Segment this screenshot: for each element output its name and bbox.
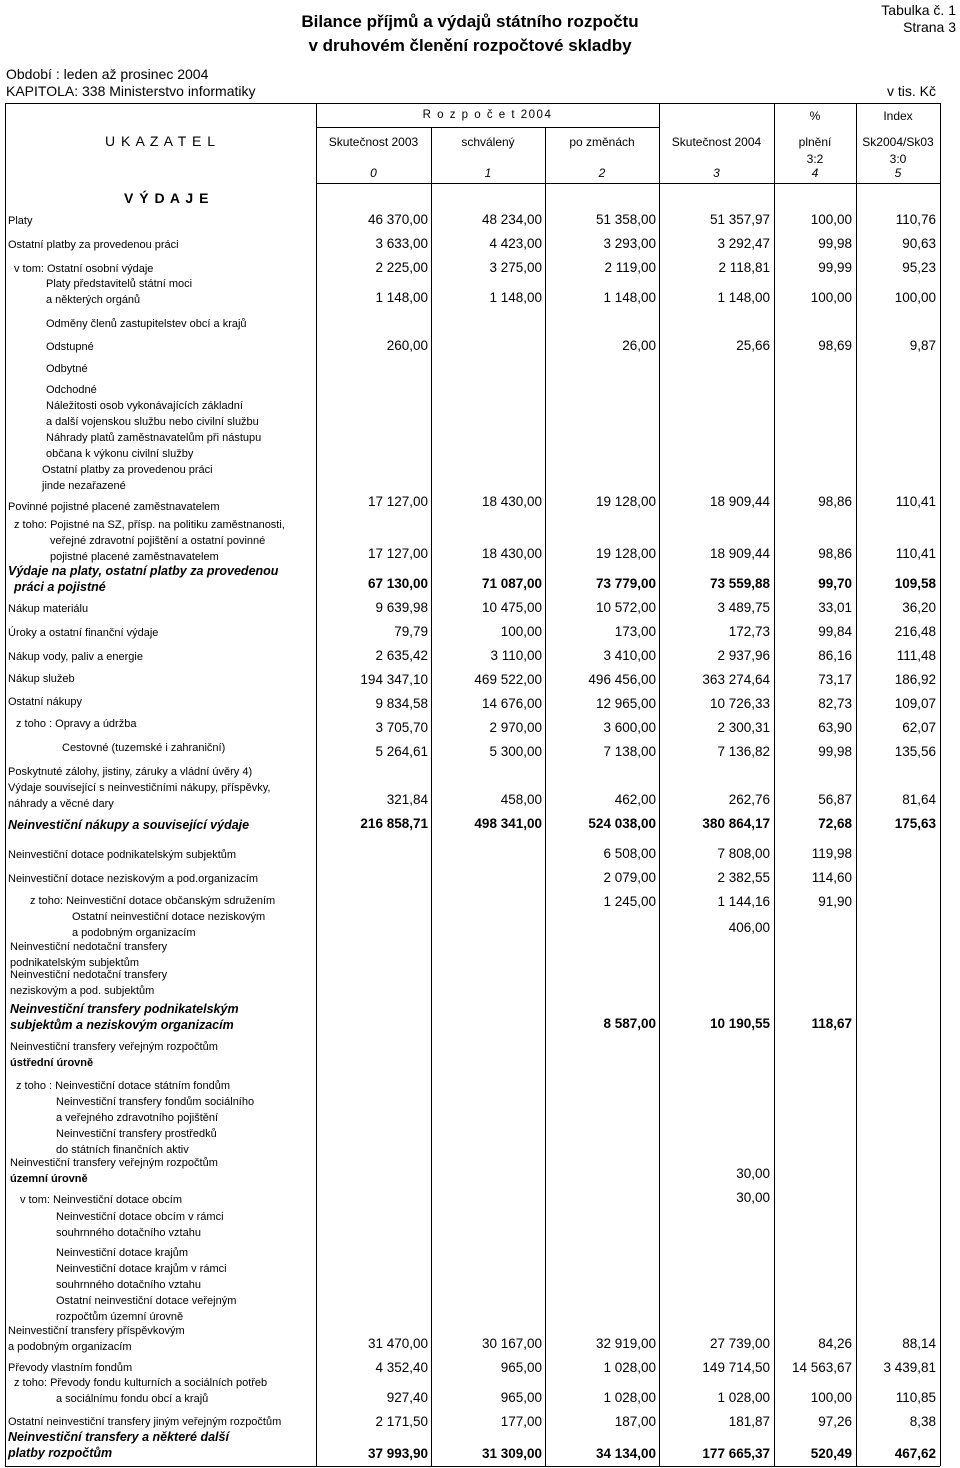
cell-value: 71 087,00 — [481, 576, 542, 591]
row-label: a některých orgánů — [46, 294, 141, 306]
col-5-number: 5 — [894, 166, 902, 180]
cell-value: 62,07 — [902, 720, 936, 735]
cell-value: 4 423,00 — [489, 236, 542, 251]
cell-value: 109,07 — [894, 696, 936, 711]
cell-value: 3 439,81 — [883, 1360, 936, 1375]
cell-value: 2 382,55 — [717, 870, 770, 885]
pct-header: % — [809, 109, 821, 123]
cell-value: 51 357,97 — [709, 212, 770, 227]
row-label: Odbytné — [46, 363, 88, 375]
cell-value: 81,64 — [902, 792, 936, 807]
cell-value: 98,86 — [818, 494, 852, 509]
section-heading: V Ý D A J E — [124, 190, 210, 206]
cell-value: 3 600,00 — [603, 720, 656, 735]
cell-value: 3 275,00 — [489, 260, 542, 275]
row-label: a podobným organizacím — [8, 1341, 132, 1353]
cell-value: 84,26 — [818, 1336, 852, 1351]
cell-value: 10 726,33 — [709, 696, 770, 711]
index-header: Index — [883, 109, 913, 123]
row-label: z toho: Pojistné na SZ, přísp. na politiku zaměstnanosti, — [14, 519, 285, 531]
cell-value: 5 264,61 — [375, 744, 428, 759]
cell-value: 99,98 — [818, 236, 852, 251]
cell-value: 458,00 — [500, 792, 542, 807]
row-label: Výdaje související s neinvestičními nákupy, příspěvky, — [8, 782, 271, 794]
cell-value: 46 370,00 — [367, 212, 428, 227]
row-label: a další vojenskou službu nebo civilní službu — [46, 416, 259, 428]
cell-value: 172,73 — [728, 624, 770, 639]
row-label: Neinvestiční dotace neziskovým a pod.organizacím — [8, 873, 259, 885]
col-5-ratio: 3:0 — [889, 152, 907, 166]
cell-value: 927,40 — [386, 1390, 428, 1405]
cell-value: 7 138,00 — [603, 744, 656, 759]
cell-value: 98,69 — [818, 338, 852, 353]
row-label: Neinvestiční nedotační transfery — [10, 941, 168, 953]
row-label: a sociálnímu fondu obcí a krajů — [56, 1393, 209, 1405]
cell-value: 114,60 — [811, 870, 852, 885]
col-3-header: Skutečnost 2004 — [671, 135, 762, 149]
cell-value: 2 079,00 — [603, 870, 656, 885]
cell-value: 965,00 — [500, 1360, 542, 1375]
row-label: Ostatní platby za provedenou práci — [42, 464, 213, 476]
col-2-header: po změnách — [569, 135, 635, 149]
cell-value: 2 171,50 — [375, 1414, 428, 1429]
cell-value: 175,63 — [894, 816, 936, 831]
row-label: do státních finančních aktiv — [56, 1144, 189, 1156]
cell-value: 73,17 — [818, 672, 852, 687]
report-title: Bilance příjmů a výdajů státního rozpočtu — [301, 12, 639, 31]
cell-value: 33,01 — [818, 600, 852, 615]
row-label: Neinvestiční transfery a některé další — [8, 1430, 229, 1444]
cell-value: 1 148,00 — [603, 290, 656, 305]
cell-value: 99,84 — [818, 624, 852, 639]
row-label: rozpočtům územní úrovně — [56, 1311, 184, 1323]
row-label: Platy představitelů státní moci — [46, 278, 193, 290]
indicator-header: U K A Z A T E L — [105, 133, 216, 149]
cell-value: 99,70 — [818, 576, 852, 591]
cell-value: 99,99 — [818, 260, 852, 275]
row-label: práci a pojistné — [14, 580, 106, 594]
cell-value: 30 167,00 — [481, 1336, 542, 1351]
col-3-number: 3 — [713, 166, 720, 180]
cell-value: 95,23 — [902, 260, 936, 275]
cell-value: 73 779,00 — [595, 576, 656, 591]
cell-value: 10 475,00 — [481, 600, 542, 615]
col-1-number: 1 — [484, 166, 492, 180]
cell-value: 173,00 — [614, 624, 656, 639]
cell-value: 1 028,00 — [717, 1390, 770, 1405]
row-label: z toho : Opravy a údržba — [16, 718, 137, 730]
cell-value: 216 858,71 — [360, 816, 428, 831]
cell-value: 1 148,00 — [489, 290, 542, 305]
row-label: a podobným organizacím — [72, 927, 196, 939]
cell-value: 1 028,00 — [603, 1390, 656, 1405]
row-label: Ostatní nákupy — [8, 696, 82, 708]
col-2-number: 2 — [598, 166, 606, 180]
cell-value: 72,68 — [818, 816, 852, 831]
budget-group-header: R o z p o č e t 2004 — [422, 109, 553, 121]
cell-value: 3 489,75 — [717, 600, 770, 615]
cell-value: 5 300,00 — [489, 744, 542, 759]
row-label: Nákup materiálu — [8, 603, 89, 615]
cell-value: 2 118,81 — [718, 260, 770, 275]
col-0-header: Skutečnost 2003 — [328, 135, 419, 149]
cell-value: 520,49 — [810, 1446, 852, 1461]
cell-value: 27 739,00 — [709, 1336, 770, 1351]
cell-value: 149 714,50 — [702, 1360, 770, 1375]
cell-value: 4 352,40 — [375, 1360, 428, 1375]
cell-value: 2 119,00 — [604, 260, 656, 275]
period: Období : leden až prosinec 2004 — [6, 66, 209, 82]
row-label: Poskytnuté zálohy, jistiny, záruky a vládní úvěry 4) — [8, 766, 253, 778]
col-4-number: 4 — [811, 166, 819, 180]
cell-value: 118,67 — [811, 1016, 852, 1031]
cell-value: 10 190,55 — [709, 1016, 770, 1031]
cell-value: 25,66 — [736, 338, 770, 353]
cell-value: 86,16 — [818, 648, 852, 663]
cell-value: 498 341,00 — [474, 816, 542, 831]
row-label: Neinvestiční transfery veřejným rozpočtům — [10, 1157, 218, 1169]
row-label: Platy — [8, 215, 33, 227]
cell-value: 99,98 — [818, 744, 852, 759]
row-label: podnikatelským subjektům — [10, 957, 140, 969]
row-label: ústřední úrovně — [10, 1057, 94, 1069]
cell-value: 51 358,00 — [595, 212, 656, 227]
cell-value: 67 130,00 — [367, 576, 428, 591]
cell-value: 262,76 — [728, 792, 770, 807]
row-label: pojistné placené zaměstnavatelem — [50, 551, 219, 563]
cell-value: 31 470,00 — [367, 1336, 428, 1351]
row-label: Neinvestiční transfery prostředků — [56, 1128, 217, 1140]
cell-value: 380 864,17 — [702, 816, 770, 831]
cell-value: 462,00 — [614, 792, 656, 807]
row-label: Neinvestiční transfery podnikatelským — [10, 1002, 239, 1016]
row-label: Odměny členů zastupitelstev obcí a krajů — [46, 318, 247, 330]
row-label: Neinvestiční dotace podnikatelským subjektům — [8, 849, 237, 861]
cell-value: 88,14 — [902, 1336, 936, 1351]
cell-value: 63,90 — [818, 720, 852, 735]
cell-value: 363 274,64 — [702, 672, 770, 687]
row-label: subjektům a neziskovým organizacím — [10, 1018, 234, 1032]
chapter: KAPITOLA: 338 Ministerstvo informatiky — [6, 83, 256, 99]
cell-value: 8,38 — [909, 1414, 936, 1429]
row-label: a veřejného zdravotního pojištění — [56, 1112, 219, 1124]
row-label: Ostatní neinvestiční dotace neziskovým — [72, 911, 266, 923]
row-label: Neinvestiční transfery veřejným rozpočtům — [10, 1041, 218, 1053]
cell-value: 17 127,00 — [367, 494, 428, 509]
row-label: Odchodné — [46, 384, 97, 396]
cell-value: 19 128,00 — [595, 546, 656, 561]
row-label: Úroky a ostatní finanční výdaje — [8, 627, 159, 639]
cell-value: 110,41 — [895, 546, 936, 561]
row-label: platby rozpočtům — [8, 1446, 113, 1460]
cell-value: 12 965,00 — [595, 696, 656, 711]
row-label: územní úrovně — [10, 1173, 88, 1185]
cell-value: 100,00 — [894, 290, 936, 305]
cell-value: 82,73 — [818, 696, 852, 711]
cell-value: 1 028,00 — [603, 1360, 656, 1375]
cell-value: 181,87 — [728, 1414, 770, 1429]
cell-value: 90,63 — [902, 236, 936, 251]
row-label: Cestovné (tuzemské i zahraniční) — [62, 742, 226, 754]
cell-value: 135,56 — [894, 744, 936, 759]
row-label: Neinvestiční transfery fondům sociálního — [56, 1096, 255, 1108]
col-4-ratio: 3:2 — [806, 152, 824, 166]
cell-value: 100,00 — [810, 290, 852, 305]
cell-value: 2 300,31 — [717, 720, 770, 735]
row-label: Odstupné — [46, 341, 94, 353]
cell-value: 18 430,00 — [481, 546, 542, 561]
cell-value: 79,79 — [394, 624, 428, 639]
cell-value: 965,00 — [500, 1390, 542, 1405]
row-label: Neinvestiční dotace krajům v rámci — [56, 1263, 227, 1275]
row-label: Náhrady platů zaměstnavatelům při nástupu — [46, 432, 262, 444]
row-label: neziskovým a pod. subjektům — [10, 985, 155, 997]
cell-value: 3 633,00 — [375, 236, 428, 251]
row-label: z toho: Převody fondu kulturních a sociálních potřeb — [14, 1377, 268, 1389]
cell-value: 73 559,88 — [709, 576, 770, 591]
cell-value: 9 834,58 — [375, 696, 428, 711]
cell-value: 177 665,37 — [702, 1446, 770, 1461]
row-label: v tom: Ostatní osobní výdaje — [14, 263, 154, 275]
row-label: Převody vlastním fondům — [8, 1362, 133, 1374]
cell-value: 119,98 — [811, 846, 852, 861]
cell-value: 98,86 — [818, 546, 852, 561]
row-label: z toho : Neinvestiční dotace státním fondům — [16, 1080, 231, 1092]
row-label: jinde nezařazené — [42, 480, 126, 492]
cell-value: 469 522,00 — [474, 672, 542, 687]
cell-value: 110,41 — [895, 494, 936, 509]
cell-value: 187,00 — [614, 1414, 656, 1429]
cell-value: 32 919,00 — [595, 1336, 656, 1351]
cell-value: 17 127,00 — [367, 546, 428, 561]
cell-value: 2 970,00 — [489, 720, 542, 735]
page-number: Strana 3 — [903, 19, 956, 35]
col-0-number: 0 — [370, 166, 377, 180]
cell-value: 91,90 — [818, 894, 852, 909]
cell-value: 3 293,00 — [603, 236, 656, 251]
cell-value: 30,00 — [736, 1190, 770, 1205]
col-5-header: Sk2004/Sk03 — [862, 135, 934, 149]
cell-value: 109,58 — [894, 576, 936, 591]
cell-value: 216,48 — [894, 624, 936, 639]
table-number: Tabulka č. 1 — [881, 2, 956, 18]
row-label: Výdaje na platy, ostatní platby za provedenou — [8, 564, 279, 578]
row-label: veřejné zdravotní pojištění a ostatní povinné — [50, 535, 266, 547]
cell-value: 18 909,44 — [709, 546, 770, 561]
cell-value: 7 136,82 — [717, 744, 770, 759]
cell-value: 110,76 — [895, 212, 936, 227]
cell-value: 10 572,00 — [595, 600, 656, 615]
cell-value: 177,00 — [500, 1414, 542, 1429]
row-label: Ostatní neinvestiční dotace veřejným — [56, 1295, 237, 1307]
cell-value: 1 144,16 — [717, 894, 770, 909]
cell-value: 1 148,00 — [717, 290, 770, 305]
cell-value: 3 110,00 — [490, 648, 542, 663]
cell-value: 31 309,00 — [481, 1446, 542, 1461]
row-label: Neinvestiční dotace obcím v rámci — [56, 1211, 224, 1223]
row-label: Neinvestiční nákupy a související výdaje — [8, 818, 250, 832]
cell-value: 9 639,98 — [375, 600, 428, 615]
cell-value: 37 993,90 — [367, 1446, 428, 1461]
row-label: Neinvestiční transfery příspěvkovým — [8, 1325, 185, 1337]
cell-value: 467,62 — [894, 1446, 936, 1461]
cell-value: 496 456,00 — [588, 672, 656, 687]
cell-value: 2 937,96 — [717, 648, 770, 663]
cell-value: 406,00 — [728, 920, 770, 935]
row-label: Neinvestiční dotace krajům — [56, 1247, 189, 1259]
row-label: v tom: Neinvestiční dotace obcím — [20, 1194, 183, 1206]
cell-value: 100,00 — [500, 624, 542, 639]
cell-value: 194 347,10 — [360, 672, 428, 687]
report-subtitle: v druhovém členění rozpočtové skladby — [308, 36, 632, 55]
cell-value: 100,00 — [810, 212, 852, 227]
cell-value: 30,00 — [736, 1166, 770, 1181]
cell-value: 524 038,00 — [588, 816, 656, 831]
cell-value: 110,85 — [895, 1390, 936, 1405]
row-label: občana k výkonu civilní služby — [46, 448, 194, 460]
cell-value: 2 635,42 — [375, 648, 428, 663]
cell-value: 18 909,44 — [709, 494, 770, 509]
cell-value: 6 508,00 — [603, 846, 656, 861]
row-label: Ostatní neinvestiční transfery jiným veřejným rozpočtům — [8, 1416, 282, 1428]
row-label: z toho: Neinvestiční dotace občanským sdružením — [30, 895, 276, 907]
row-label: náhrady a věcné dary — [8, 798, 114, 810]
cell-value: 9,87 — [909, 338, 936, 353]
row-label: Neinvestiční nedotační transfery — [10, 969, 168, 981]
cell-value: 7 808,00 — [717, 846, 770, 861]
cell-value: 3 705,70 — [375, 720, 428, 735]
cell-value: 14 676,00 — [481, 696, 542, 711]
col-4-header: plnění — [798, 135, 832, 149]
col-1-header: schválený — [461, 135, 515, 149]
unit: v tis. Kč — [886, 83, 936, 99]
cell-value: 48 234,00 — [481, 212, 542, 227]
row-label: Náležitosti osob vykonávajících základní — [46, 400, 243, 412]
cell-value: 1 245,00 — [603, 894, 656, 909]
cell-value: 97,26 — [818, 1414, 852, 1429]
cell-value: 18 430,00 — [481, 494, 542, 509]
row-label: Nákup vody, paliv a energie — [8, 651, 143, 663]
cell-value: 3 292,47 — [717, 236, 770, 251]
cell-value: 8 587,00 — [603, 1016, 656, 1031]
cell-value: 3 410,00 — [603, 648, 656, 663]
cell-value: 36,20 — [902, 600, 936, 615]
cell-value: 111,48 — [896, 648, 936, 663]
cell-value: 56,87 — [818, 792, 852, 807]
cell-value: 100,00 — [810, 1390, 852, 1405]
cell-value: 14 563,67 — [791, 1360, 852, 1375]
cell-value: 186,92 — [894, 672, 936, 687]
cell-value: 2 225,00 — [375, 260, 428, 275]
cell-value: 1 148,00 — [375, 290, 428, 305]
cell-value: 34 134,00 — [595, 1446, 656, 1461]
row-label: Nákup služeb — [8, 673, 75, 685]
cell-value: 260,00 — [386, 338, 428, 353]
cell-value: 26,00 — [622, 338, 656, 353]
cell-value: 321,84 — [386, 792, 428, 807]
row-label: souhrnného dotačního vztahu — [56, 1279, 201, 1291]
row-label: Ostatní platby za provedenou práci — [8, 239, 179, 251]
cell-value: 19 128,00 — [595, 494, 656, 509]
row-label: souhrnného dotačního vztahu — [56, 1227, 201, 1239]
row-label: Povinné pojistné placené zaměstnavatelem — [8, 501, 220, 513]
